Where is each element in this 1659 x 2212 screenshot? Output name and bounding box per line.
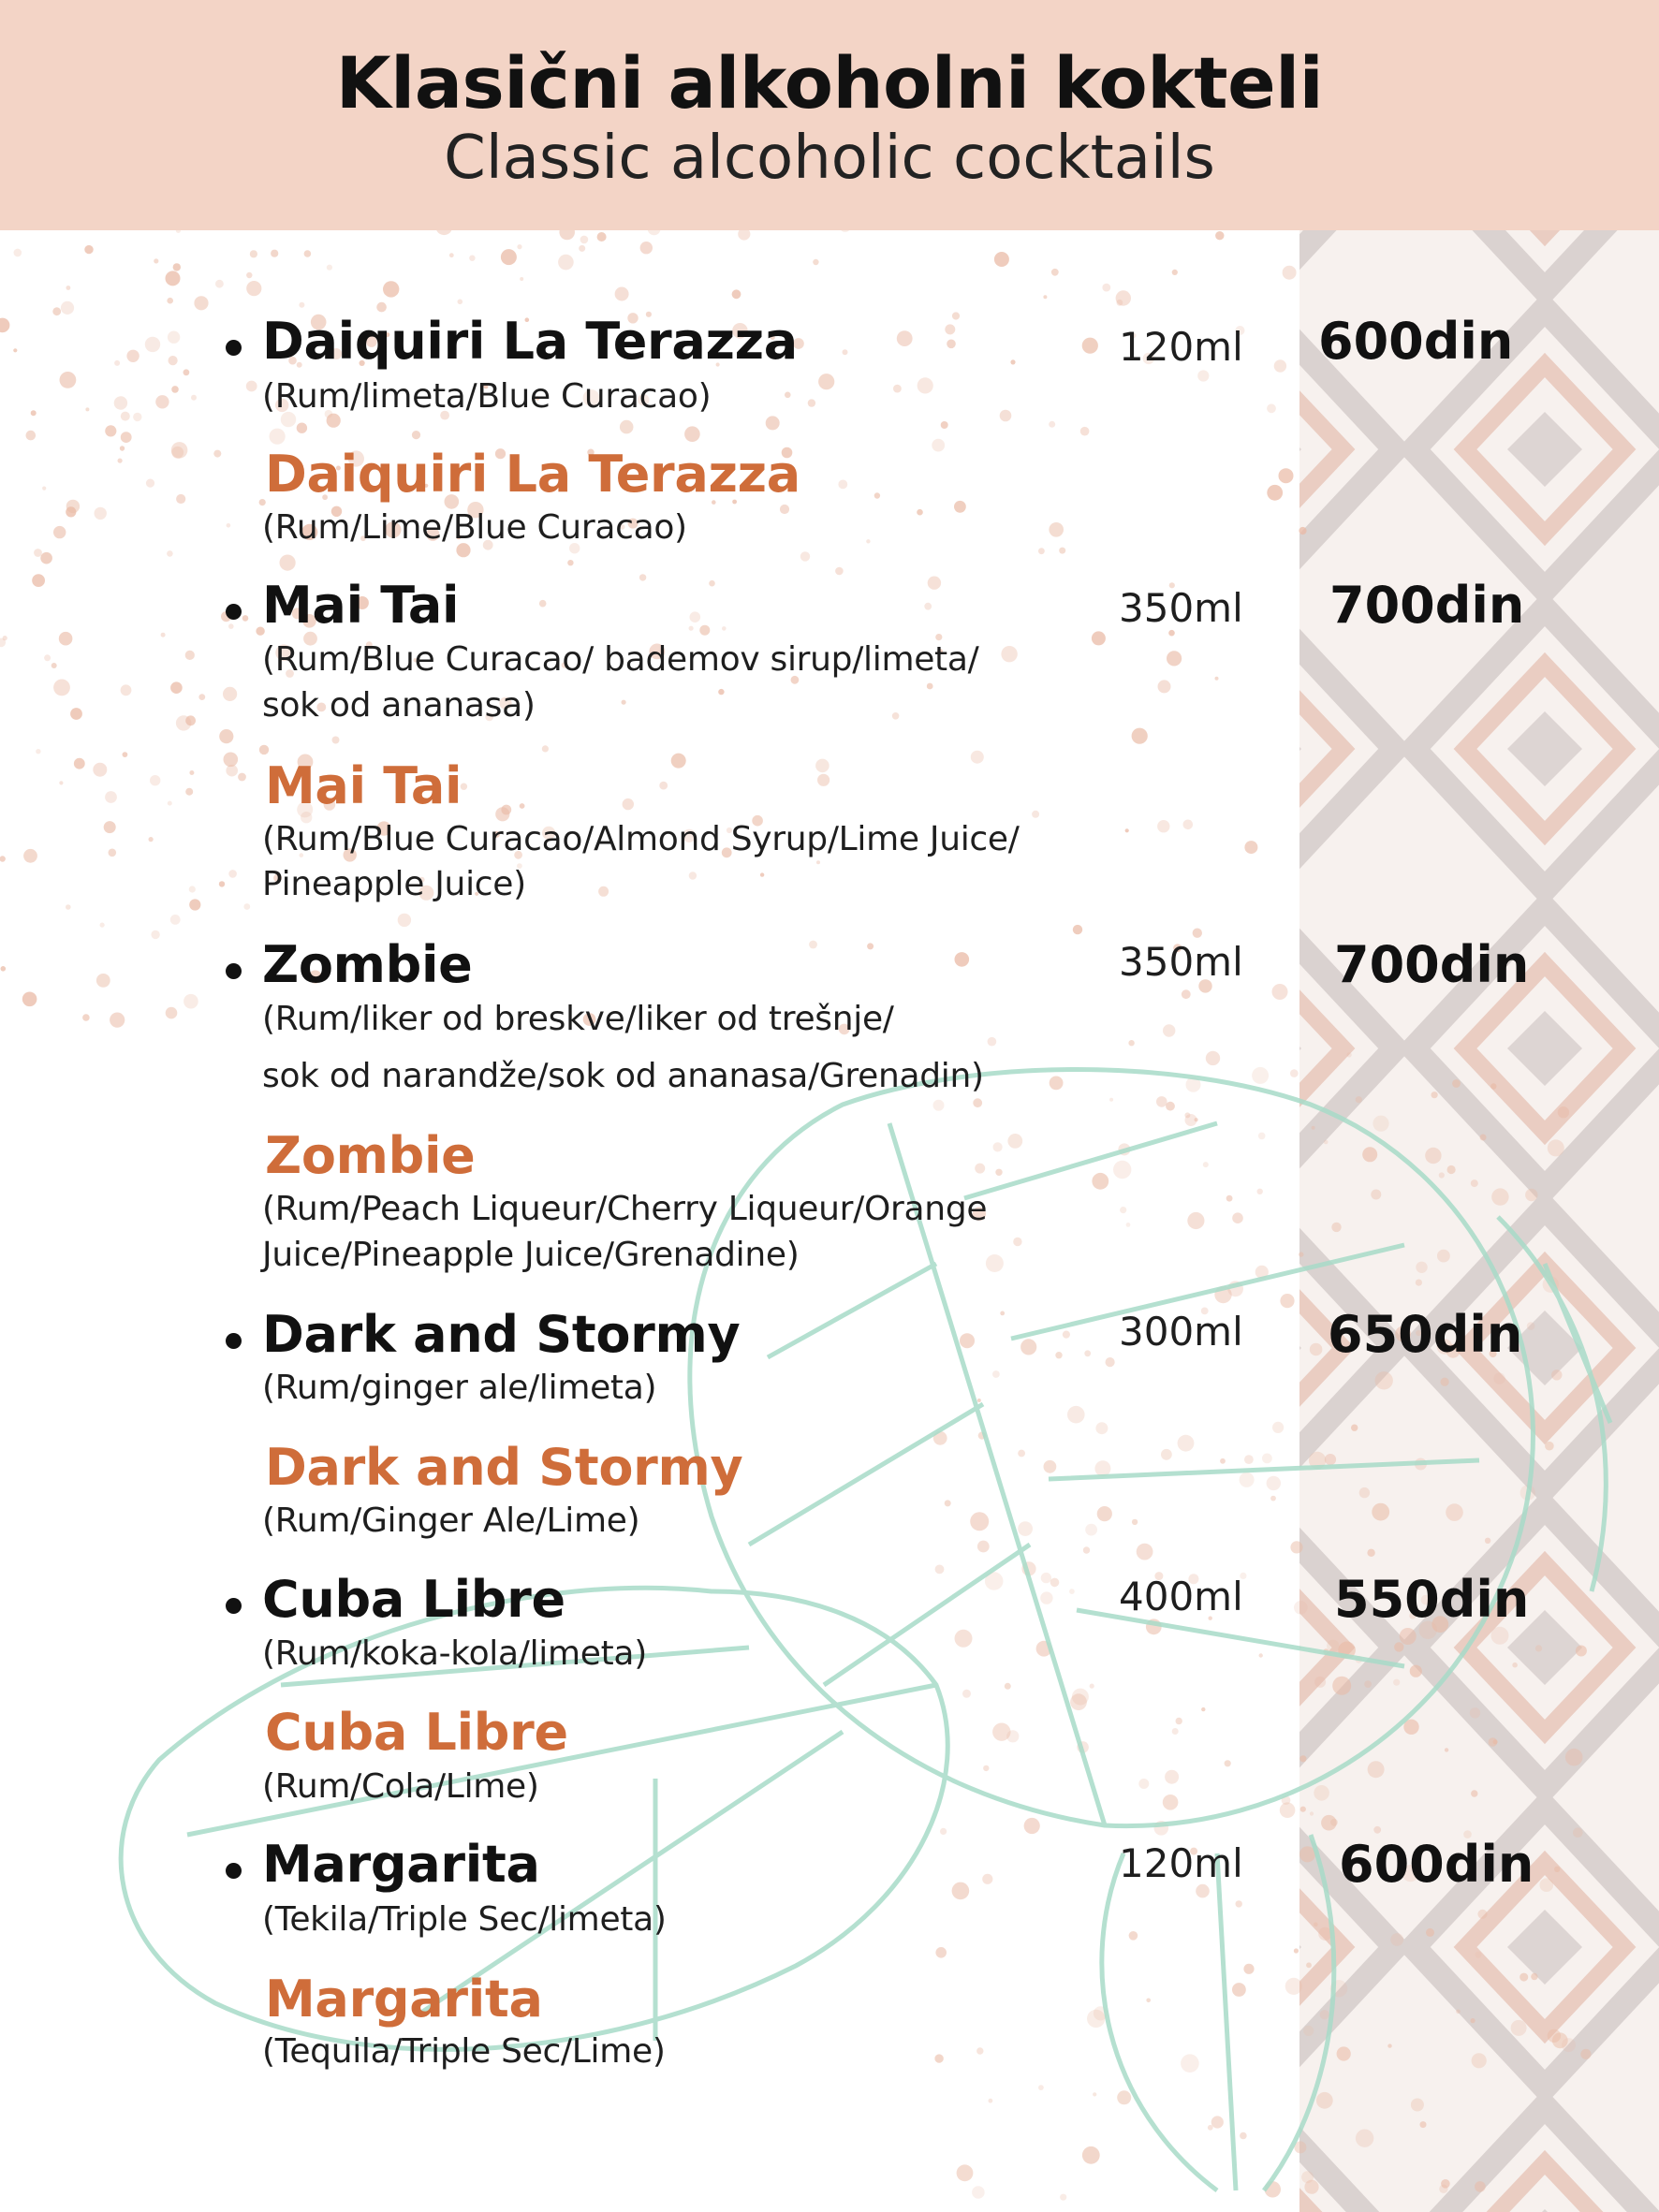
cocktail-ingredients-sr: (Rum/koka-kola/limeta)	[262, 1634, 647, 1673]
cocktail-name: Mai Tai	[262, 576, 460, 635]
cocktail-volume: 120ml	[1119, 324, 1243, 370]
cocktail-ingredients-en: Juice/Pineapple Juice/Grenadine)	[262, 1236, 800, 1274]
cocktail-name-en: Cuba Libre	[265, 1703, 568, 1762]
cocktail-price: 600din	[1318, 312, 1514, 371]
cocktail-ingredients-en: (Rum/Blue Curacao/Almond Syrup/Lime Juice/	[262, 820, 1020, 858]
cocktail-name: Dark and Stormy	[262, 1305, 741, 1364]
bullet-icon	[226, 1598, 242, 1614]
cocktail-price: 600din	[1339, 1835, 1534, 1894]
cocktail-name-en: Zombie	[265, 1126, 476, 1185]
cocktail-ingredients-en: (Rum/Peach Liqueur/Cherry Liqueur/Orange	[262, 1190, 988, 1228]
cocktail-ingredients-sr: (Rum/liker od breskve/liker od trešnje/	[262, 1000, 894, 1038]
cocktail-volume: 350ml	[1119, 585, 1243, 631]
cocktail-volume: 300ml	[1119, 1309, 1243, 1355]
cocktail-name-en: Mai Tai	[265, 756, 462, 815]
cocktail-price: 700din	[1329, 576, 1525, 635]
page-title: Klasični alkoholni kokteli	[335, 41, 1324, 125]
cocktail-ingredients-en: (Tequila/Triple Sec/Lime)	[262, 2032, 666, 2071]
cocktail-name: Cuba Libre	[262, 1570, 565, 1629]
cocktail-name-en: Daiquiri La Terazza	[265, 445, 800, 504]
cocktail-price: 700din	[1334, 935, 1530, 994]
bullet-icon	[226, 1863, 242, 1879]
bullet-icon	[226, 963, 242, 979]
cocktail-price: 650din	[1328, 1305, 1523, 1364]
bullet-icon	[226, 604, 242, 620]
bullet-icon	[226, 340, 242, 356]
cocktail-ingredients-sr: sok od ananasa)	[262, 686, 536, 725]
cocktail-price: 550din	[1334, 1570, 1530, 1629]
cocktail-name: Margarita	[262, 1835, 540, 1894]
cocktail-ingredients-en: Pineapple Juice)	[262, 865, 526, 903]
cocktail-ingredients-en: (Rum/Lime/Blue Curacao)	[262, 508, 687, 547]
cocktail-ingredients-sr: (Rum/limeta/Blue Curacao)	[262, 377, 712, 416]
cocktail-ingredients-sr: (Rum/Blue Curacao/ bademov sirup/limeta/	[262, 640, 979, 679]
cocktail-volume: 120ml	[1119, 1840, 1243, 1886]
cocktail-ingredients-sr: sok od narandže/sok od ananasa/Grenadin)	[262, 1057, 984, 1095]
cocktail-name-en: Dark and Stormy	[265, 1438, 743, 1497]
cocktail-ingredients-sr: (Tekila/Triple Sec/limeta)	[262, 1900, 667, 1939]
bullet-icon	[226, 1333, 242, 1349]
cocktail-volume: 400ml	[1119, 1574, 1243, 1619]
page-subtitle: Classic alcoholic cocktails	[444, 124, 1215, 193]
cocktail-name: Daiquiri La Terazza	[262, 312, 798, 371]
cocktail-ingredients-en: (Rum/Ginger Ale/Lime)	[262, 1502, 640, 1540]
cocktail-volume: 350ml	[1119, 939, 1243, 985]
cocktail-ingredients-sr: (Rum/ginger ale/limeta)	[262, 1369, 657, 1407]
cocktail-ingredients-en: (Rum/Cola/Lime)	[262, 1767, 539, 1806]
cocktail-name: Zombie	[262, 935, 473, 994]
cocktail-name-en: Margarita	[265, 1970, 543, 2029]
